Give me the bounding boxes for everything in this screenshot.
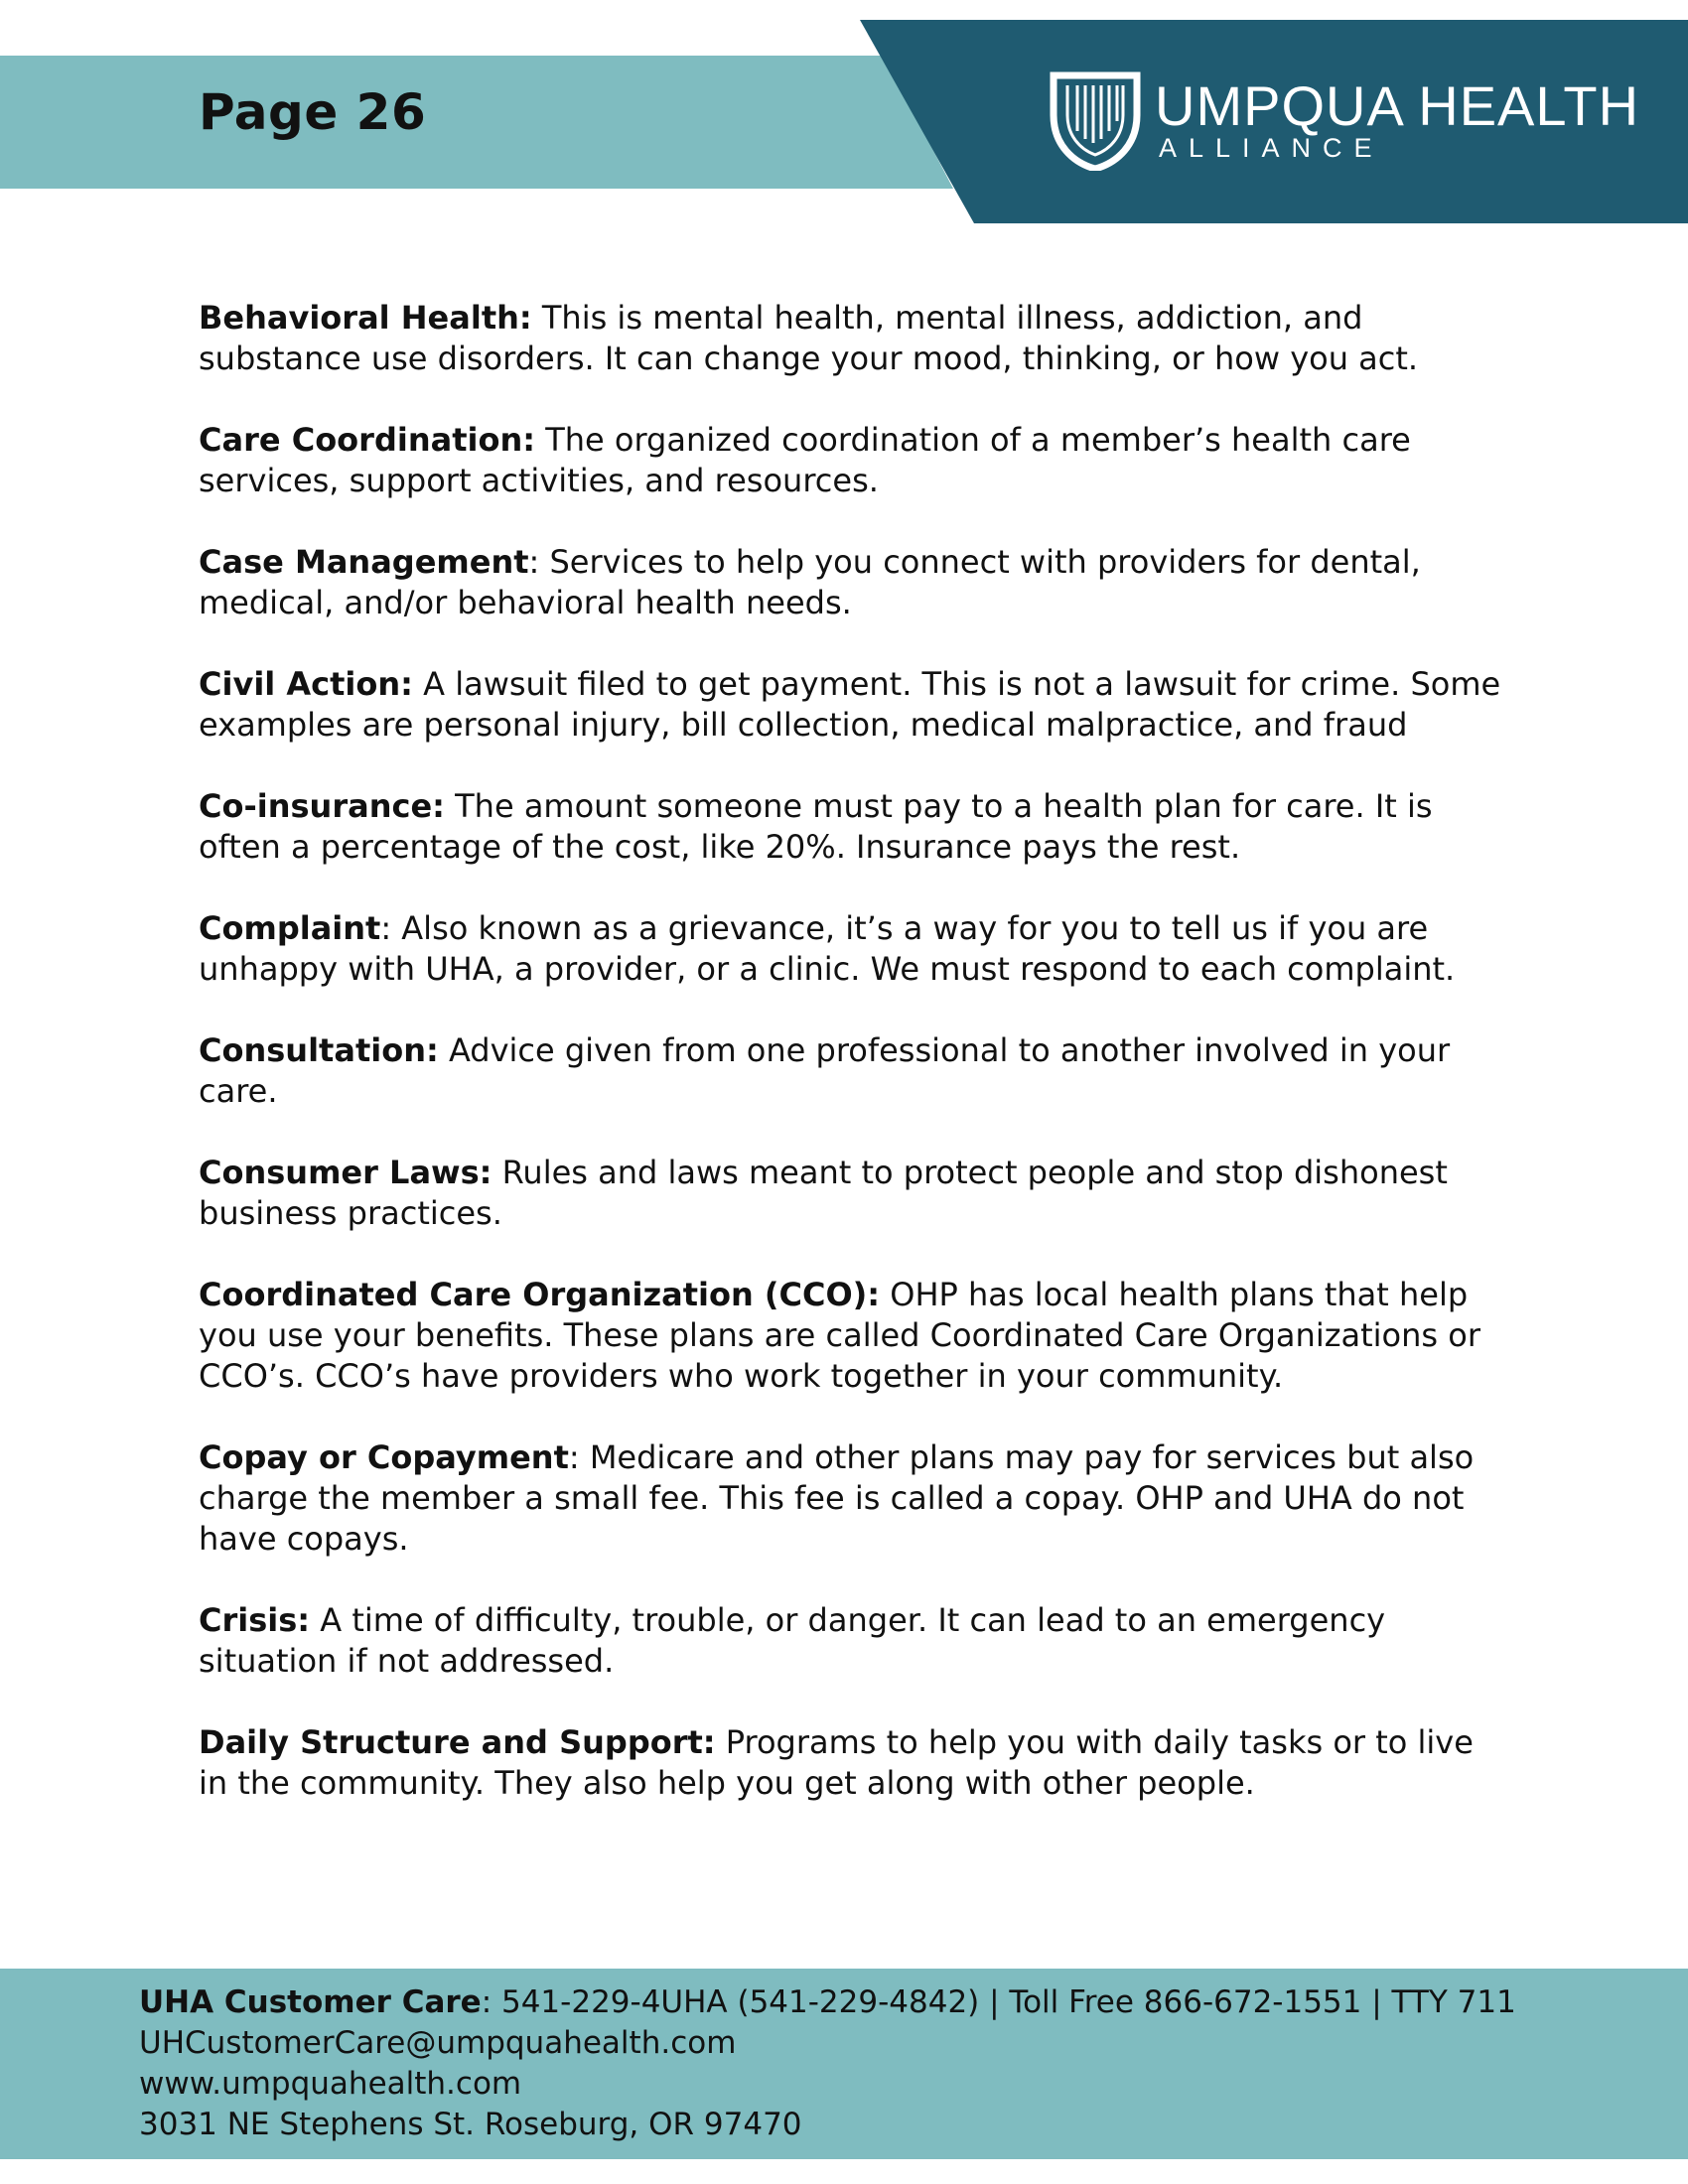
glossary-term: Crisis: [199, 1601, 311, 1639]
glossary-entry-care-coordination [199, 420, 1509, 501]
logo-name: UMPQUA HEALTH [1155, 74, 1640, 137]
glossary-entry-civil-action [199, 664, 1509, 746]
header-band-light [0, 56, 953, 189]
glossary-term: Daily Structure and Support: [199, 1723, 716, 1761]
glossary-definition: Programs to help you with daily tasks or to live in the community. They also help you get along with other people. [199, 1723, 1474, 1802]
logo-subtitle: ALLIANCE [1159, 133, 1384, 163]
glossary-term: Consultation: [199, 1031, 439, 1069]
glossary-definition: The organized coordination of a member’s health care services, support activities, and resources. [199, 421, 1411, 499]
glossary-entry-copay [199, 1437, 1509, 1560]
footer-phone-numbers: : 541-229-4UHA (541-229-4842) | Toll Free 866-672-1551 | TTY 711 [481, 1984, 1516, 2020]
glossary-entry-crisis [199, 1600, 1509, 1682]
glossary-definition: : Services to help you connect with providers for dental, medical, and/or behavioral health needs. [199, 543, 1421, 621]
footer-email-link[interactable]: UHCustomerCare@umpquahealth.com [139, 2025, 737, 2061]
glossary-entry-consultation [199, 1030, 1509, 1112]
glossary-entry-consumer-laws [199, 1153, 1509, 1234]
glossary-term: Complaint [199, 909, 381, 947]
glossary-definition: A time of difficulty, trouble, or danger. It can lead to an emergency situation if not addressed. [199, 1601, 1386, 1680]
glossary-term: Consumer Laws: [199, 1154, 492, 1191]
glossary-term: Co-insurance: [199, 787, 445, 825]
glossary-term: Care Coordination: [199, 421, 536, 459]
footer-website-link[interactable]: www.umpquahealth.com [139, 2066, 522, 2102]
glossary-term: Civil Action: [199, 665, 413, 703]
glossary-definition: : Also known as a grievance, it’s a way for you to tell us if you are unhappy with UHA, a provider, or a clinic. We must respond to each complaint. [199, 909, 1456, 988]
glossary-definition: A lawsuit filed to get payment. This is not a lawsuit for crime. Some examples are personal injury, bill collection, medical malpractice, and fraud [199, 665, 1501, 744]
glossary-entry-daily-structure [199, 1722, 1509, 1804]
umpqua-health-logo [1048, 71, 1640, 171]
footer-contact-block [139, 1982, 1516, 2145]
glossary-entry-behavioral-health [199, 298, 1509, 379]
glossary-definition: This is mental health, mental illness, addiction, and substance use disorders. It can change your mood, thinking, or how you act. [199, 299, 1419, 377]
footer-customer-care-line [139, 1982, 1516, 2023]
footer-address: 3031 NE Stephens St. Roseburg, OR 97470 [139, 2107, 802, 2142]
glossary-term: Coordinated Care Organization (CCO): [199, 1276, 881, 1313]
glossary-entry-complaint [199, 908, 1509, 990]
glossary-term: Copay or Copayment [199, 1438, 569, 1476]
glossary-definition: Rules and laws meant to protect people and stop dishonest business practices. [199, 1154, 1448, 1232]
page-number: Page 26 [199, 83, 427, 141]
glossary-list [199, 298, 1509, 1844]
footer-band [0, 1969, 1688, 2159]
glossary-definition: OHP has local health plans that help you use your benefits. These plans are called Coordinated Care Organizations or CCO’s. CCO’s have providers who work together in your community. [199, 1276, 1480, 1395]
glossary-entry-cco [199, 1275, 1509, 1397]
glossary-definition: : Medicare and other plans may pay for services but also charge the member a small fee. This fee is called a copay. OHP and UHA do not have copays. [199, 1438, 1475, 1558]
umpqua-shield-logo-icon [1048, 71, 1143, 171]
glossary-definition: Advice given from one professional to another involved in your care. [199, 1031, 1451, 1110]
footer-customer-care-label: UHA Customer Care [139, 1984, 482, 2020]
glossary-entry-co-insurance [199, 786, 1509, 868]
glossary-term: Behavioral Health: [199, 299, 532, 337]
glossary-entry-case-management [199, 542, 1509, 623]
glossary-term: Case Management [199, 543, 529, 581]
glossary-definition: The amount someone must pay to a health plan for care. It is often a percentage of the cost, like 20%. Insurance pays the rest. [199, 787, 1433, 866]
